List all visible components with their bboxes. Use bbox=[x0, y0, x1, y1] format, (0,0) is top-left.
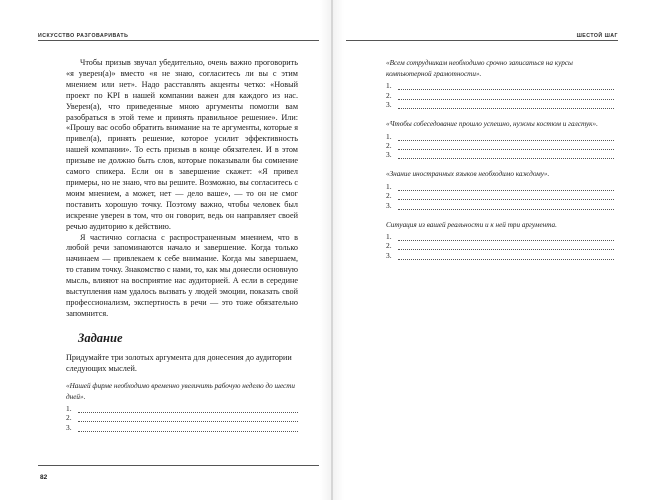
exercise-prompt: «Знание иностранных языков необходимо каждому». bbox=[386, 170, 550, 179]
exercise-block bbox=[386, 119, 614, 159]
answer-line[interactable] bbox=[386, 131, 614, 140]
dotted-line bbox=[398, 192, 614, 200]
dotted-line bbox=[398, 233, 614, 241]
footer-rule-left bbox=[38, 465, 319, 466]
dotted-line bbox=[398, 82, 614, 90]
dotted-line bbox=[78, 424, 298, 432]
answer-line[interactable] bbox=[386, 150, 614, 159]
running-head-right: ШЕСТОЙ ШАГ bbox=[576, 33, 618, 39]
answer-line[interactable] bbox=[66, 413, 298, 422]
dotted-line bbox=[398, 142, 614, 150]
answer-number: 2. bbox=[386, 90, 392, 100]
gutter-shadow-right bbox=[333, 0, 344, 500]
answer-number: 2. bbox=[386, 241, 392, 251]
running-head-left: ИСКУССТВО РАЗГОВАРИВАТЬ bbox=[38, 33, 129, 39]
answer-line[interactable] bbox=[386, 250, 614, 259]
answer-lines bbox=[386, 181, 614, 209]
answer-line[interactable] bbox=[386, 141, 614, 150]
dotted-line bbox=[398, 151, 614, 159]
answer-lines bbox=[66, 404, 298, 432]
answer-number: 1. bbox=[386, 131, 392, 141]
answer-number: 3. bbox=[386, 200, 392, 210]
dotted-line bbox=[398, 101, 614, 109]
answer-lines bbox=[386, 131, 614, 159]
dotted-line bbox=[398, 133, 614, 141]
answer-line[interactable] bbox=[386, 241, 614, 250]
exercise-prompt: «Всем сотрудникам необходимо срочно записаться на курсы компьютерной грамотности». bbox=[386, 59, 573, 78]
header-rule-right bbox=[346, 40, 618, 41]
dotted-line bbox=[398, 252, 614, 260]
header-rule-left bbox=[38, 40, 319, 41]
answer-number: 1. bbox=[386, 181, 392, 191]
answer-line[interactable] bbox=[386, 181, 614, 190]
answer-number: 2. bbox=[386, 191, 392, 201]
exercise-block bbox=[386, 58, 614, 109]
answer-lines bbox=[386, 232, 614, 260]
dotted-line bbox=[398, 92, 614, 100]
answer-number: 3. bbox=[386, 250, 392, 260]
exercise-block bbox=[66, 381, 298, 432]
answer-number: 2. bbox=[386, 140, 392, 150]
right-page-column bbox=[386, 58, 614, 270]
exercise-block bbox=[386, 169, 614, 209]
page-number: 82 bbox=[40, 474, 48, 481]
answer-line[interactable] bbox=[386, 200, 614, 209]
left-page-column bbox=[66, 58, 298, 442]
gutter-shadow-left bbox=[320, 0, 331, 500]
answer-line[interactable] bbox=[386, 191, 614, 200]
exercise-prompt: «Чтобы собеседование прошло успешно, нужны костюм и галстук». bbox=[386, 120, 598, 129]
answer-number: 3. bbox=[66, 422, 72, 432]
answer-line[interactable] bbox=[386, 81, 614, 90]
task-instructions: Придумайте три золотых аргумента для донесения до аудитории следующих мыслей. bbox=[66, 352, 292, 373]
exercise-prompt: «Нашей фирме необходимо временно увеличить рабочую неделю до шести дней». bbox=[66, 381, 296, 401]
body-paragraph: Я частично согласна с распространенным мнением, что в любой речи запоминаются начало и завершение. Когда только начинаем — привлекаем к себе внимание. Когда мы завершаем, то ставим точку. Знакомство с нами, то, как мы донесли основную мысль, влияют на восприятие нас аудиторией. А если в середине выступления нам удалось вызвать у людей эмоции, показать свой профессионализм, экспертность в речи — это тоже обязательно запомнится. bbox=[66, 232, 298, 318]
task-heading: Задание bbox=[78, 330, 123, 345]
dotted-line bbox=[78, 414, 298, 422]
answer-number: 2. bbox=[66, 413, 72, 423]
exercise-block bbox=[386, 220, 614, 260]
dotted-line bbox=[398, 202, 614, 210]
answer-line[interactable] bbox=[386, 90, 614, 99]
answer-line[interactable] bbox=[66, 404, 298, 413]
dotted-line bbox=[78, 405, 298, 413]
answer-line[interactable] bbox=[66, 422, 298, 431]
answer-line[interactable] bbox=[386, 232, 614, 241]
answer-number: 1. bbox=[66, 403, 72, 413]
answer-lines bbox=[386, 81, 614, 109]
answer-number: 3. bbox=[386, 150, 392, 160]
body-paragraph: Чтобы призыв звучал убедительно, очень важно проговорить «я уверен(а)» вместо «я не знаю, согласитесь ли вы с этим мнением или нет». Надо расставлять акценты четко: «Новый проект по KPI в нашей компании важен для каждого из нас. Уверен(а), что приведенные мною аргументы помогли вам разобраться в этой теме и принять правильное решение». Или: «Прошу вас особо обратить внимание на те аргументы, которые я привел(а), принять решение, которое усилит эффективность нашей компании». То есть призыв в конце обязателен. И в этом призыве не должно быть слов, которые показывали бы сомнение самого спикера. Если он в завершение скажет: «Я привел примеры, но не знаю, что вы решите. Возможно, вы согласитесь с моим мнением, а может, нет — дело ваше», — то он не смог поставить хорошую точку. Поэтому важно, чтобы человек был искренне уверен в том, что он говорит, ведь он направляет своей речью аудиторию к действию. bbox=[66, 58, 298, 231]
dotted-line bbox=[398, 242, 614, 250]
exercise-prompt: Ситуация из вашей реальности и к ней три аргумента. bbox=[386, 220, 557, 229]
answer-number: 1. bbox=[386, 81, 392, 91]
answer-number: 3. bbox=[386, 100, 392, 110]
dotted-line bbox=[398, 183, 614, 191]
answer-line[interactable] bbox=[386, 100, 614, 109]
answer-number: 1. bbox=[386, 231, 392, 241]
